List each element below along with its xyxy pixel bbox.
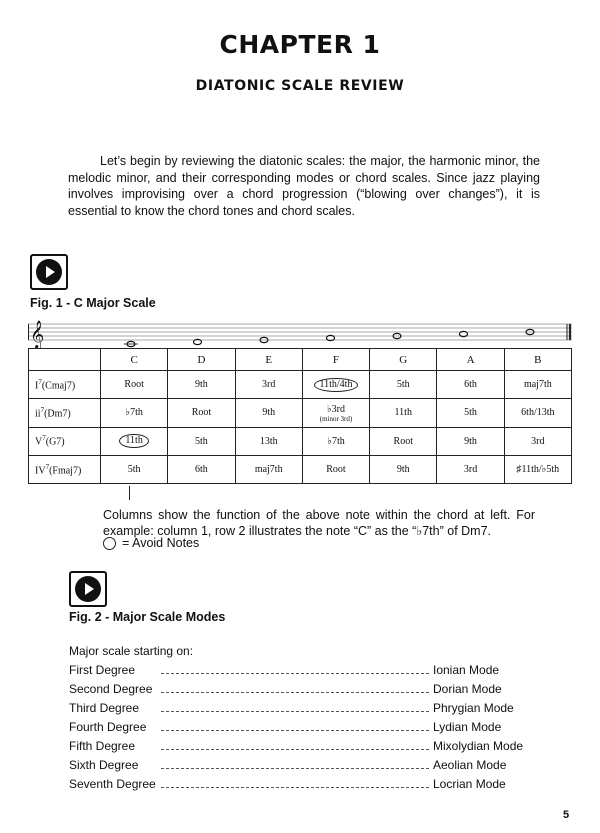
table-cell xyxy=(302,371,369,399)
table-cell xyxy=(302,455,369,483)
table-row xyxy=(29,399,572,427)
function-value: 5th xyxy=(195,435,208,447)
fig1-play-button[interactable] xyxy=(30,254,68,290)
fig1-caption-text: Columns show the function of the above note within the chord at left. For example: column 1, row 2 illustrates the note “C” as the “♭7th” of Dm7. xyxy=(103,508,535,538)
function-value: Root xyxy=(393,435,413,447)
table-cell xyxy=(168,371,235,399)
modes-list xyxy=(69,663,539,796)
chord-name: (Dm7) xyxy=(44,408,71,420)
play-button-icon xyxy=(75,576,101,602)
fig1-title: Fig. 1 - C Major Scale xyxy=(30,296,156,310)
table-cell xyxy=(370,427,437,455)
function-value: 6th xyxy=(195,463,208,475)
chord-label xyxy=(29,427,101,455)
roman-numeral: ii xyxy=(35,408,41,420)
function-value: 5th xyxy=(464,407,477,419)
table-cell xyxy=(370,455,437,483)
column-header-g: G xyxy=(370,349,437,371)
list-item xyxy=(69,720,539,739)
table-row xyxy=(29,455,572,483)
function-value: 9th xyxy=(464,435,477,447)
mode-name: Aeolian Mode xyxy=(433,758,507,772)
list-item xyxy=(69,739,539,758)
mode-name: Locrian Mode xyxy=(433,777,506,791)
leader-line xyxy=(161,779,429,788)
table-cell xyxy=(437,399,504,427)
table-cell xyxy=(504,455,571,483)
function-value: 9th xyxy=(396,463,410,475)
chord-name: (Fmaj7) xyxy=(49,465,82,477)
table-cell xyxy=(101,455,168,483)
list-item xyxy=(69,758,539,777)
function-value: maj7th xyxy=(523,379,552,391)
avoid-notes-label: = Avoid Notes xyxy=(122,536,200,550)
fig2-title: Fig. 2 - Major Scale Modes xyxy=(69,610,226,624)
leader-line xyxy=(161,741,429,750)
chord-extension: 7 xyxy=(45,462,50,471)
roman-numeral: V xyxy=(35,436,43,448)
column-header-c: C xyxy=(101,349,168,371)
chord-label xyxy=(29,399,101,427)
scale-degree: Fifth Degree xyxy=(69,739,136,753)
roman-numeral: I xyxy=(35,380,39,392)
table-cell xyxy=(437,371,504,399)
function-value: Root xyxy=(191,407,212,419)
table-cell xyxy=(168,399,235,427)
roman-numeral: IV xyxy=(35,465,46,477)
column-header-b: B xyxy=(504,349,571,371)
chord-extension: 7 xyxy=(40,406,45,415)
chord-extension: 7 xyxy=(42,434,46,443)
column-header-d: D xyxy=(168,349,235,371)
table-cell xyxy=(101,427,168,455)
treble-clef-icon: 𝄞 xyxy=(30,320,45,348)
avoid-note-value: 11th xyxy=(119,434,148,448)
scale-degree: Seventh Degree xyxy=(69,777,156,791)
function-value: 3rd xyxy=(463,463,478,475)
table-cell xyxy=(437,427,504,455)
function-value: 6th/13th xyxy=(521,407,555,419)
fig2-play-button[interactable] xyxy=(69,571,107,607)
mode-name: Dorian Mode xyxy=(433,682,502,696)
function-value: ♭7th xyxy=(125,407,143,419)
leader-line xyxy=(161,760,429,769)
table-row xyxy=(29,427,572,455)
leader-line xyxy=(161,665,429,674)
chord-label xyxy=(29,371,101,399)
function-value: 3rd xyxy=(531,435,545,447)
function-value: 6th xyxy=(464,379,477,391)
scale-degree: Third Degree xyxy=(69,701,140,715)
table-cell xyxy=(370,371,437,399)
list-item xyxy=(69,777,539,796)
function-value: 9th xyxy=(195,379,208,391)
function-value: 3rd xyxy=(262,379,276,391)
chord-name: (Cmaj7) xyxy=(41,380,76,392)
chord-function-table xyxy=(28,348,572,484)
leader-line xyxy=(161,722,429,731)
avoid-notes-legend xyxy=(103,536,199,550)
table-cell xyxy=(235,427,302,455)
function-value: 9th xyxy=(262,407,276,419)
table-cell xyxy=(302,427,369,455)
table-cell xyxy=(168,427,235,455)
mode-name: Ionian Mode xyxy=(433,663,500,677)
leader-line xyxy=(161,684,429,693)
column-header-a: A xyxy=(437,349,504,371)
mode-name: Phrygian Mode xyxy=(433,701,514,715)
list-item xyxy=(69,663,539,682)
function-value: Root xyxy=(326,463,346,475)
list-item xyxy=(69,701,539,720)
table-cell xyxy=(168,455,235,483)
leader-line xyxy=(161,703,429,712)
page-number: 5 xyxy=(563,809,570,821)
scale-degree: Fourth Degree xyxy=(69,720,147,734)
subnote: (minor 3rd) xyxy=(319,415,353,424)
function-value: 5th xyxy=(127,463,141,475)
function-value: 13th xyxy=(259,435,278,447)
avoid-note-value: 11th/4th xyxy=(314,378,359,392)
column-pointer-line xyxy=(129,486,130,500)
scale-degree: First Degree xyxy=(69,663,136,677)
table-cell xyxy=(302,399,369,427)
chord-label xyxy=(29,455,101,483)
c-major-scale-staff xyxy=(28,318,572,352)
modes-intro: Major scale starting on: xyxy=(69,644,194,658)
table-cell xyxy=(370,399,437,427)
scale-degree: Second Degree xyxy=(69,682,153,696)
function-value: Root xyxy=(124,379,144,391)
function-value: maj7th xyxy=(254,463,283,475)
function-value: 5th xyxy=(396,379,410,391)
section-title: DIATONIC SCALE REVIEW xyxy=(195,78,405,94)
column-header-e: E xyxy=(235,349,302,371)
intro-text: Let’s begin by reviewing the diatonic scales: the major, the harmonic minor, the melodic minor, and their corresponding modes or chord scales. Since jazz playing involves improvising over a chord progression (“blowing over changes”), it is essential to know the chord tones and chord scales. xyxy=(68,154,540,218)
column-header-f: F xyxy=(302,349,369,371)
list-item xyxy=(69,682,539,701)
table-cell xyxy=(504,427,571,455)
table-row xyxy=(29,371,572,399)
play-button-icon xyxy=(36,259,62,285)
function-value: 11th xyxy=(394,407,412,419)
intro-paragraph xyxy=(68,153,540,219)
scale-degree: Sixth Degree xyxy=(69,758,139,772)
table-header-row xyxy=(29,349,572,371)
function-value: ♭7th xyxy=(327,435,345,447)
table-cell xyxy=(235,371,302,399)
table-cell xyxy=(101,399,168,427)
function-value: ♭3rd xyxy=(326,404,345,416)
function-value: ♯11th/♭5th xyxy=(516,463,560,475)
table-cell xyxy=(437,455,504,483)
mode-name: Mixolydian Mode xyxy=(433,739,524,753)
fig1-caption xyxy=(103,507,535,539)
chord-extension: 7 xyxy=(38,377,42,386)
table-cell xyxy=(101,371,168,399)
table-cell xyxy=(235,399,302,427)
table-corner-cell xyxy=(29,349,101,371)
table-cell xyxy=(504,399,571,427)
table-cell xyxy=(504,371,571,399)
chapter-title: CHAPTER 1 xyxy=(219,30,381,59)
chord-name: (G7) xyxy=(45,436,65,448)
table-cell xyxy=(235,455,302,483)
mode-name: Lydian Mode xyxy=(433,720,502,734)
circle-icon xyxy=(103,537,116,550)
cell-with-subnote xyxy=(320,404,352,423)
